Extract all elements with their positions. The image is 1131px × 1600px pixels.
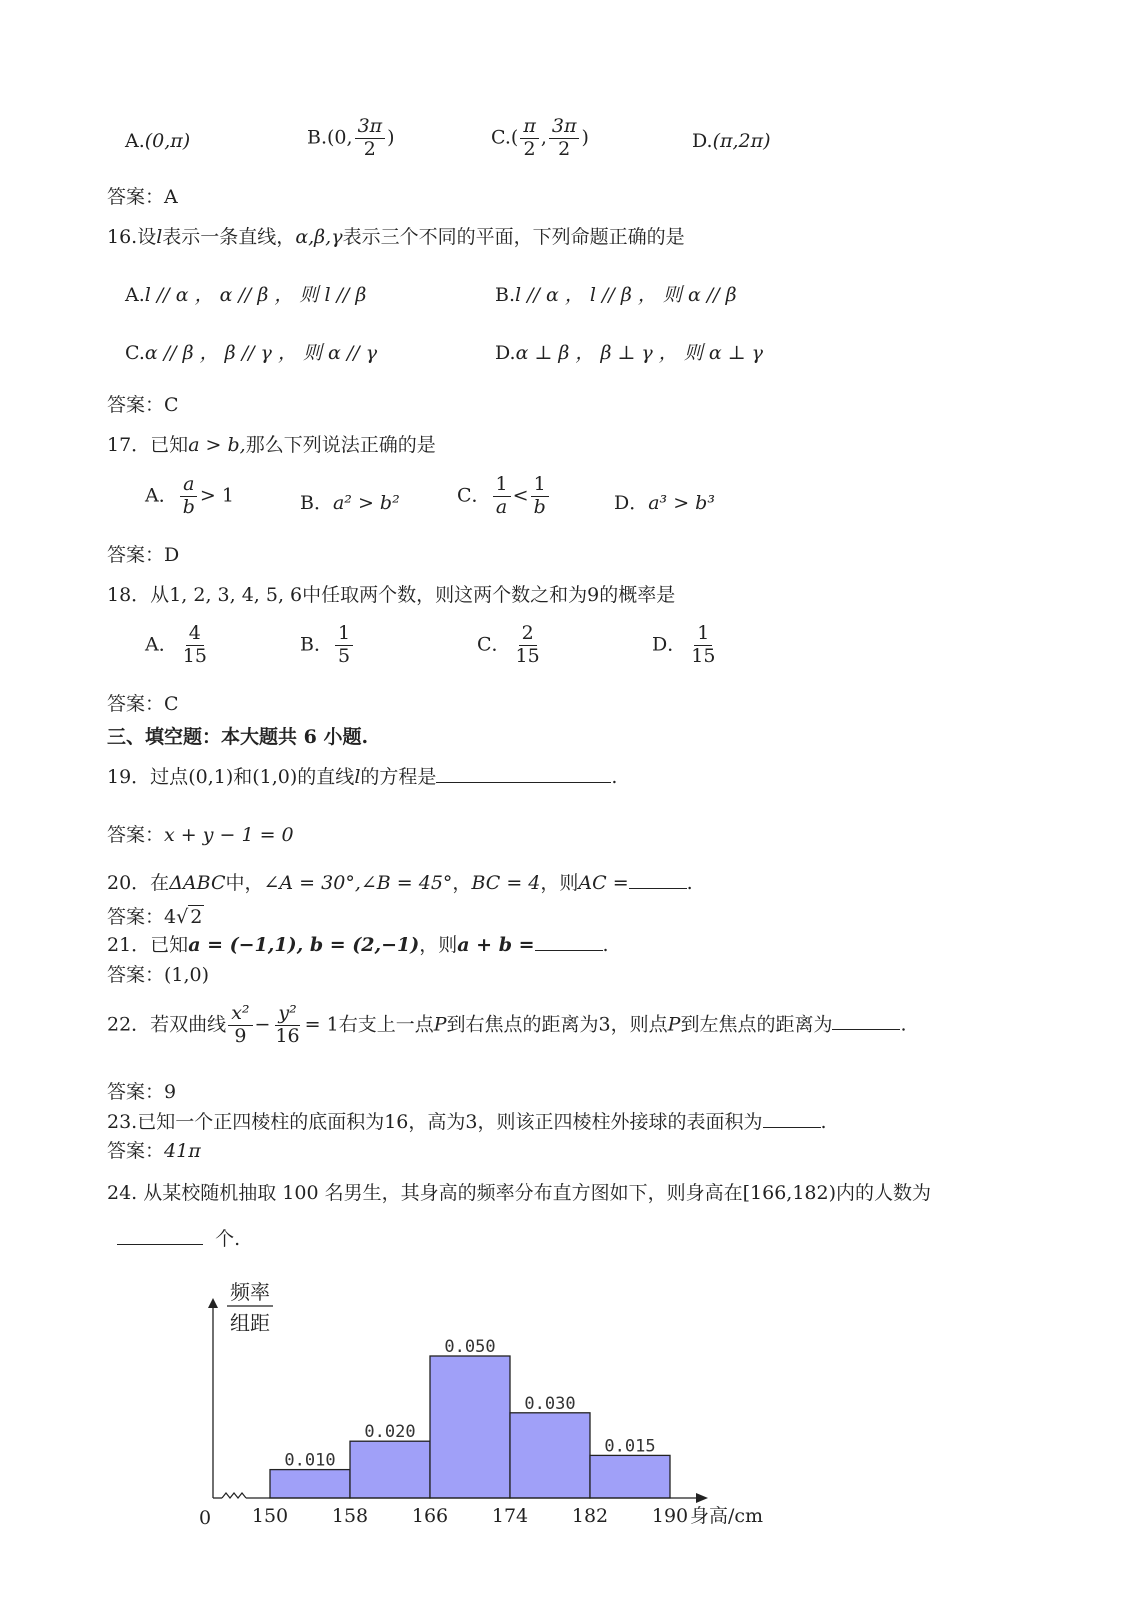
numerator: 2 (519, 624, 537, 646)
option-letter: C. (125, 342, 145, 364)
x-tick-label: 158 (331, 1505, 369, 1527)
stem-text: ，则 (419, 934, 458, 956)
option-letter: D． (652, 633, 687, 656)
question-number: 17．已知 (107, 434, 189, 456)
stem-text: 到左焦点的距离为 (680, 1013, 833, 1036)
math-point: (0,1) (188, 766, 234, 788)
option-suffix: ) (581, 126, 589, 149)
stem-text: 表示三个不同的平面，下列命题正确的是 (342, 226, 685, 248)
stem-text: ，则该正四棱柱外接球的表面积为 (477, 1111, 763, 1133)
bar-value-label: 0.010 (284, 1450, 336, 1471)
denominator: 2 (523, 137, 536, 160)
q17-answer: 答案：D (107, 544, 180, 566)
math-side: BC = 4 (471, 872, 541, 894)
stem-text: ，则 (540, 872, 579, 894)
y-axis-label-denominator: 组距 (230, 1311, 270, 1335)
y-axis-arrow-icon (208, 1298, 218, 1308)
stem-text: 中， (225, 872, 264, 894)
period: . (900, 1013, 907, 1036)
option-letter: C． (457, 484, 491, 507)
stem-text: 右支上一点 (338, 1013, 434, 1036)
math-number: 16 (384, 1111, 409, 1133)
option-letter: A. (125, 284, 145, 306)
numerator: π (520, 117, 539, 139)
numerator: 1 (493, 475, 511, 497)
question-number: 21．已知 (107, 934, 189, 956)
option-letter: C. (491, 126, 511, 149)
y-axis-label-numerator: 频率 (230, 1280, 270, 1304)
q16-answer: 答案：C (107, 394, 179, 416)
math-interval: [166,182) (742, 1182, 837, 1204)
period: . (611, 766, 618, 788)
less-than: < (512, 484, 529, 507)
math-var: l (354, 766, 361, 788)
math-point: (1,0) (252, 766, 298, 788)
denominator: 5 (337, 644, 351, 667)
x-tick-label: 150 (251, 1505, 289, 1527)
histogram-bar (350, 1441, 430, 1498)
numerator: 4 (186, 624, 204, 646)
option-value: l // α ， l // β ， 则 α // β (515, 284, 737, 306)
x-tick-label: 190 (651, 1505, 689, 1527)
denominator: 15 (515, 644, 540, 667)
stem-text: 和 (233, 766, 253, 788)
option-letter: B． (300, 492, 333, 514)
denominator: 15 (182, 644, 207, 667)
bar-value-label: 0.015 (604, 1436, 656, 1457)
denominator: 2 (558, 137, 571, 160)
option-prefix: (0, (327, 126, 353, 149)
stem-text: 中任取两个数，则这两个数之和为 (302, 584, 588, 606)
math-vectors: a = (−1,1), b = (2,−1) (188, 934, 420, 956)
x-tick-label: 174 (491, 1505, 529, 1527)
q22-answer: 答案：9 (107, 1081, 177, 1103)
option-suffix: ) (387, 126, 395, 149)
denominator: 16 (275, 1024, 300, 1047)
question-number: 20．在 (107, 872, 170, 894)
numerator: 3π (549, 117, 580, 139)
option-value: α // β ， β // γ ， 则 α // γ (144, 342, 378, 364)
axis-break-icon (222, 1493, 246, 1498)
histogram-bar (430, 1356, 510, 1498)
equals: = 1 (304, 1013, 339, 1036)
question-number: 19．过点 (107, 766, 189, 788)
denominator: 15 (691, 644, 716, 667)
math-var: P (667, 1013, 681, 1036)
option-value: a³ > b³ (648, 492, 715, 514)
q18-answer: 答案：C (107, 693, 179, 715)
bar-value-label: 0.020 (364, 1422, 416, 1443)
bar-value-label: 0.050 (444, 1337, 496, 1357)
answer-coefficient: 4 (164, 906, 177, 928)
math-condition: a > b, (188, 434, 246, 456)
stem-text: 内的人数为 (836, 1182, 932, 1204)
stem-text: 的概率是 (599, 584, 676, 606)
histogram-bar (590, 1455, 670, 1498)
x-tick-label: 182 (571, 1505, 609, 1527)
option-suffix: > 1 (199, 484, 234, 507)
math-number: 3 (598, 1013, 611, 1036)
answer-radicand: 2 (190, 906, 203, 928)
section-heading: 三、填空题：本大题共 6 小题. (107, 726, 369, 748)
histogram-bar (510, 1413, 590, 1498)
option-letter: D． (614, 492, 649, 514)
unit-text: 个. (215, 1228, 241, 1250)
answer-label: 答案： (107, 1140, 165, 1162)
histogram-bar (270, 1470, 350, 1498)
stem-text: 24. 从某校随机抽取 100 名男生，其身高的频率分布直方图如下，则身高在 (107, 1182, 743, 1204)
option-letter: B. (495, 284, 516, 306)
stem-text: 23.已知一个正四棱柱的底面积为 (107, 1111, 385, 1133)
answer-label: 答案： (107, 824, 165, 846)
option-letter: A． (145, 484, 178, 507)
answer-label: 答案： (107, 964, 165, 986)
math-triangle: ΔABC (169, 872, 226, 894)
numerator: 1 (694, 624, 712, 646)
sqrt-icon: √ (176, 906, 189, 928)
minus: − (254, 1013, 271, 1036)
numerator: a (180, 475, 197, 497)
option-letter: D. (692, 130, 713, 152)
denominator: 9 (234, 1024, 247, 1047)
comma: , (540, 126, 547, 149)
option-letter: C． (477, 633, 511, 656)
question-number: 16.设 (107, 226, 157, 248)
option-prefix: ( (510, 126, 519, 149)
option-letter: A． (145, 633, 178, 656)
option-value: l // α ， α // β ， 则 l // β (144, 284, 367, 306)
denominator: b (182, 495, 195, 518)
math-number: 3 (465, 1111, 478, 1133)
option-letter: A. (125, 130, 145, 152)
period: . (602, 934, 609, 956)
x-axis-arrow-icon (696, 1493, 708, 1503)
option-value: (π,2π) (712, 130, 771, 152)
origin-label: 0 (198, 1507, 212, 1529)
question-number: 18．从 (107, 584, 170, 606)
stem-text: 表示一条直线， (162, 226, 296, 248)
math-var: P (433, 1013, 447, 1036)
answer-value: 41π (164, 1140, 201, 1162)
denominator: 2 (363, 137, 376, 160)
option-value: (0,π) (144, 130, 191, 152)
math-side: AC = (578, 872, 629, 894)
math-planes: α,β,γ (295, 226, 343, 248)
answer-value: x + y − 1 = 0 (164, 824, 294, 846)
math-number: 9 (587, 584, 600, 606)
bar-value-label: 0.030 (524, 1393, 576, 1414)
numerator: 3π (355, 117, 386, 139)
option-value: α ⊥ β ， β ⊥ γ ， 则 α ⊥ γ (515, 342, 763, 364)
stem-text: 的直线 (297, 766, 355, 788)
stem-text: ，高为 (408, 1111, 466, 1133)
option-letter: D. (495, 342, 516, 364)
q15-answer: 答案：A (107, 186, 178, 208)
denominator: a (495, 495, 508, 518)
question-number: 22．若双曲线 (107, 1013, 227, 1036)
numerator: x² (228, 1004, 252, 1026)
stem-text: 的方程是 (360, 766, 437, 788)
stem-text: ，则点 (610, 1013, 668, 1036)
x-axis-label: 身高/cm (690, 1505, 764, 1527)
comma: ， (452, 872, 472, 894)
answer-label: 答案： (107, 906, 165, 928)
period: . (820, 1111, 827, 1133)
option-letter: B． (300, 633, 333, 656)
stem-text: 那么下列说法正确的是 (245, 434, 436, 456)
option-letter: B. (307, 126, 328, 149)
answer-value: (1,0) (164, 964, 210, 986)
math-set: 1, 2, 3, 4, 5, 6 (169, 584, 303, 606)
period: . (686, 872, 693, 894)
numerator: y² (275, 1004, 299, 1026)
denominator: b (533, 495, 546, 518)
numerator: 1 (531, 475, 549, 497)
math-var: l (156, 226, 163, 248)
numerator: 1 (335, 624, 353, 646)
stem-text: 到右焦点的距离为 (446, 1013, 599, 1036)
math-angles: ∠A = 30°,∠B = 45° (263, 872, 453, 894)
x-tick-label: 166 (411, 1505, 449, 1527)
option-value: a² > b² (332, 492, 400, 514)
math-sum: a + b = (457, 934, 535, 956)
